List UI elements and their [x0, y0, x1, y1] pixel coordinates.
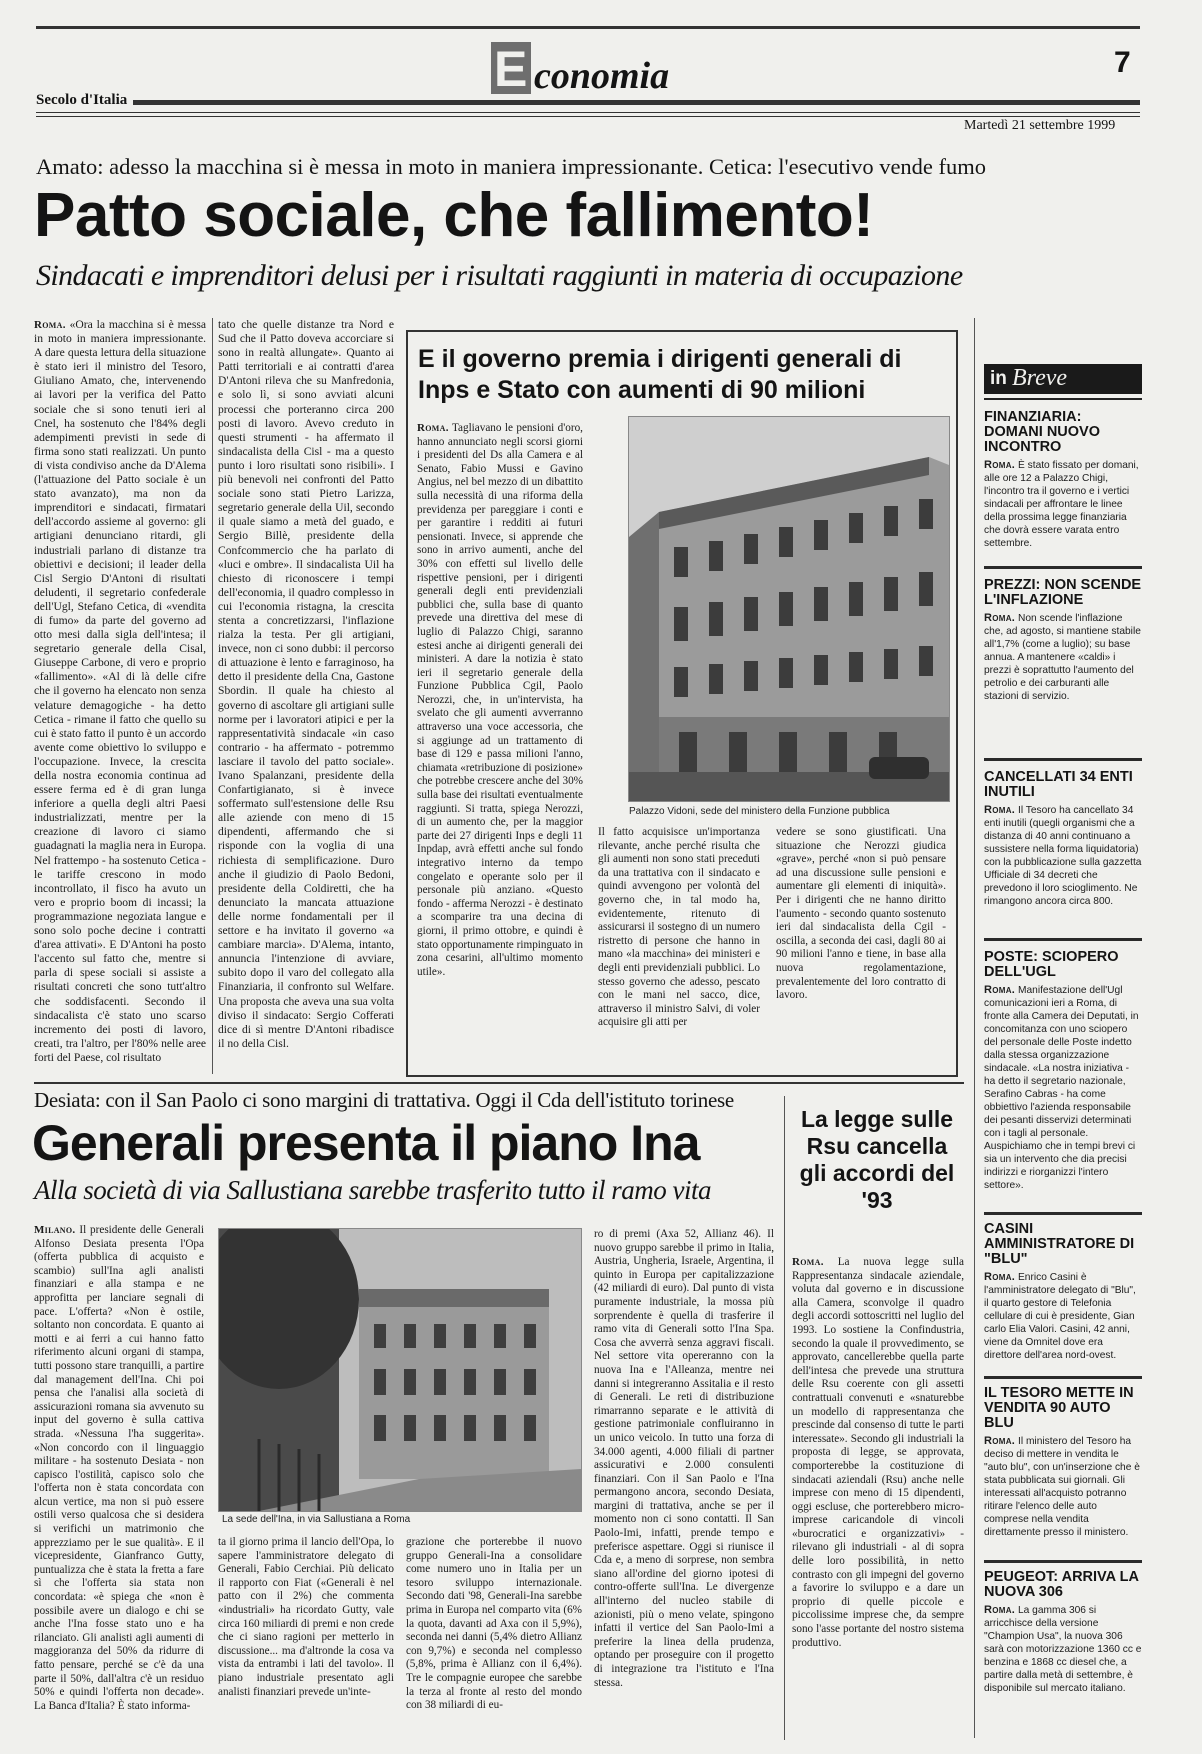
article1-kicker: Amato: adesso la macchina si è messa in moto in maniera impressionante. Cetica: l'esecutivo vende fumo	[36, 154, 987, 179]
brief-body: Il Tesoro ha cancellato 34 enti inutili (quegli organismi che a distanza di 40 anni continuano a sussistere nella forma liquidatoria) con la pubblicazione sulla gazzetta Ufficiale di 34 decreti che prevedono il loro scioglimento. Ne rimangono ancora circa 800.	[984, 805, 1142, 907]
page-number: 7	[1114, 46, 1131, 79]
brief-body: È stato fissato per domani, alle ore 12 a Palazzo Chigi, l'incontro tra il governo e i vertici sindacali per affrontare le linee della prossima legge finanziaria che dovrà essere varata entro settembre.	[984, 460, 1139, 549]
palazzo-vidoni-photo	[628, 416, 950, 802]
section-masthead	[36, 18, 1140, 133]
brief-body: Enrico Casini è l'amministratore delegato di "Blu", il quarto gestore di Telefonia cellulare di cui è presidente, Gian carlo Elia Valori. Casini, 42 anni, viene da Omnitel dove era direttore dell'area nord-ovest.	[984, 1272, 1136, 1361]
brief-dateline: Roma.	[984, 804, 1016, 816]
palazzo-vidoni-image	[629, 417, 949, 801]
article1-headline: Patto sociale, che fallimento!	[34, 181, 874, 250]
masthead-thin-rule	[36, 112, 1140, 113]
brief-separator	[984, 1376, 1142, 1379]
issue-date: Martedì 21 settembre 1999	[964, 118, 1116, 133]
article2-col1-text: Il presidente delle Generali Alfonso Desiata presenta l'Opa (offerta pubblica di acquisto e scambio) sull'Ina agli analisti finanziari e alla stampa e ne approfitta per lanciare segnali di pace. L'offerta? «Non è ostile, soltanto non concordata. E quanto ai motti e ai ferri a cui hanno fatto riferimento alcuni organi di stampa, tutti possono stare tranquilli, a partire dal management dell'Ina. Chi poi pensa che l'analisi alla società di assicurazioni romana sia avvenuto su input del governo è sulla cattiva strada. «Nessuna l'ha suggerita». «Non concordo con il linguaggio militare - ha sostenuto Desiata - non capisco l'ostilità, capisco solo che l'offerta non è stata concordata con alcun vertice, ma non si può essere ostili verso qualcosa che si desidera si verifichi un matrimonio che apprezziamo per le sue qualità». E il vicepresidente, Gianfranco Gutty, puntualizza che è stata la fretta a fare sì che l'offerta sia stata non concordata: «è spiega che «non è possibile avere un dialogo e chi se anche l'Ina fosse stato uno e ha rilanciato. Gli analisti agli aumenti di maggioranza del 50% da ridurre di fatto pensare, perché se c'è da una parte il 50%, dall'altra c'è un residuo 50% e quindi l'offerta non decade». La Banca d'Italia? È stato informa-	[34, 1224, 204, 1712]
brief-item	[984, 950, 1142, 1192]
masthead-top-rule	[36, 26, 1140, 29]
palazzo-vidoni-caption: Palazzo Vidoni, sede del ministero della Funzione pubblica	[629, 806, 890, 817]
article2-column-4	[594, 1228, 774, 1740]
article1-column-2	[218, 318, 394, 1074]
article2-kicker: Desiata: con il San Paolo ci sono margini di trattativa. Oggi il Cda dell'istituto torinese	[34, 1088, 734, 1112]
brief-dateline: Roma.	[984, 612, 1016, 624]
section-initial: E	[494, 41, 528, 97]
rsu-rule	[784, 1096, 785, 1740]
brief-dateline: Roma.	[984, 1604, 1016, 1616]
ina-building-caption: La sede dell'Ina, in via Sallustiana a Roma	[222, 1514, 411, 1525]
brief-title: FINANZIARIA: DOMANI NUOVO INCONTRO	[984, 409, 1100, 455]
in-breve-label	[984, 364, 1142, 394]
article2-dateline: Milano.	[34, 1224, 76, 1236]
brief-item	[984, 770, 1142, 908]
column-rule	[212, 318, 213, 1074]
brief-body: La gamma 306 si arricchisce della versione "Champion Usa", la nuova 306 sarà con motorizzazione 1360 cc e benzina e 1868 cc diesel che, a partire dalla metà di settembre, è disponibile sul mercato italiano.	[984, 1605, 1142, 1694]
brief-item	[984, 1570, 1142, 1695]
rsu-dateline: Roma.	[792, 1256, 824, 1268]
article2-column-2	[218, 1536, 394, 1740]
in-breve-label-a: in	[990, 368, 1007, 389]
brief-body: Il ministero del Tesoro ha deciso di mettere in vendita le "auto blu", con un'inserzione che è stata pubblicata sui giornali. Gli interessati all'acquisto potranno ritirare l'elenco delle auto comprese nella vendita direttamente presso il ministero.	[984, 1436, 1140, 1538]
dirigenti-column-2	[598, 826, 760, 1066]
paper-name-bar	[36, 100, 1140, 105]
brief-dateline: Roma.	[984, 1435, 1016, 1447]
article1-dateline: Roma.	[34, 319, 66, 331]
brief-item	[984, 1386, 1142, 1539]
brief-separator	[984, 1212, 1142, 1215]
rsu-headline: La legge sulle Rsu cancella gli accordi del '93	[799, 1106, 955, 1213]
brief-item	[984, 578, 1142, 703]
sidebar-rule	[974, 318, 975, 1738]
in-breve-label-b: Breve	[1012, 365, 1068, 391]
paper-name: Secolo d'Italia	[36, 92, 133, 109]
brief-body: Manifestazione dell'Ugl comunicazioni ieri a Roma, di fronte alla Camera dei Deputati, in concomitanza con uno sciopero del personale delle Poste indetto dalla stessa organizzazione sindacale. «La nostra iniziativa - ha detto il segretario nazionale, Serafino Cabras - ha come obbiettivo l'azienda responsabile dei pesanti disservizi determinati con i tagli al personale. Auspichiamo che in tempi brevi ci sia un intervento che dia precisi indirizzi e riorganizzi l'intero settore».	[984, 985, 1139, 1191]
dirigenti-lead-text: Tagliavano le pensioni d'oro, hanno annunciato negli scorsi giorni i presidenti del Ds alla Camera e al Senato, Fabio Mussi e Gavino Angius, nel bel mezzo di un dibattito sulla necessità di una riforma della previdenza per pareggiare i conti e per garantire i redditi ai futuri pensionati. Invece, si apprende che sono in arrivo aumenti, anche del 30% con effetti sul livello delle rispettive pensioni, per i dirigenti generali degli enti previdenziali pubblici che, sulla base di quanto prevede una direttiva del mese di luglio di Palazzo Chigi, saranno estesi anche ai dirigenti generali dei ministeri. A dare la notizia è stato ieri il segretario generale della Funzione Pubblica Cgil, Paolo Nerozzi, che, in un'intervista, ha svelato che gli aumenti avverranno attraverso una voce accessoria, che si aggiunge ad un trattamento di base di 129 e passa milioni l'anno, chiamata «retribuzione di posizione» che potrebbe crescere anche del 30% sulla base dei risultati eventualmente raggiunti. Si tratta, spiega Nerozzi, di un aumento che, per la maggior parte dei 27 dirigenti Inps e degli 11 Inpdap, avrà effetti anche sul fondo integrativo interno da tempo congelato e operante solo per il personale più anziano. «Questo fondo - afferma Nerozzi - è destinato a scomparire tra una decina di giorni, il primo ottobre, e quindi è stato opportunamente rimpinguato in zona cesarini, all'ultimo momento utile».	[417, 422, 583, 978]
rsu-body: La nuova legge sulla Rappresentanza sindacale aziendale, voluta dal governo e in discussione alla Camera, sconvolge il quadro degli accordi sottoscritti nel luglio del 1993. Lo sostiene la Confindustria, secondo la quale il provvedimento, se approvato, cancellerebbe quella parte dell'intesa che prevede una struttura delle Rsu coerente con gli assetti contrattuali convenuti e «snaturebbe un modello di rappresentanza che prescinde dal consenso di tutte le parti interessate». Secondo gli industriali la proposta di legge, se approvata, comporterebbe la costituzione di sindacati aziendali (Rsu) anche nelle imprese con meno di 15 dipendenti, oggi escluse, che porterebbero micro-imprese caricandole di vincoli «burocratici e organizzativi» - rilevano gli industriali - al di sopra delle loro possibilità, in netto contrasto con gli impegni del governo a favorire lo sviluppo e a dare un proprio di quelle piccole e piccolissime imprese che, da sempre sono l'asse portante del nostro sistema produttivo.	[792, 1256, 964, 1649]
article2-col2-text: ta il giorno prima il lancio dell'Opa, lo sapere l'amministratore delegato di Generali, Fabio Cerchiai. Più delicato il rapporto con Fiat («Generali è nel patto con il 2%) che commenta «industriali» ha ricordato Gutty, vale circa 160 miliardi di premi e non crede che ci siano ragioni per metterlo in discussione... ma d'altronde la cosa va vista da entrambi i lati del tavolo». Il piano industriale presentato agli analisti finanziari prevede un'inte-	[218, 1536, 394, 1698]
brief-item	[984, 410, 1142, 550]
article2-subhead: Alla società di via Sallustiana sarebbe trasferito tutto il ramo vita	[34, 1175, 711, 1205]
brief-title: POSTE: SCIOPERO DELL'UGL	[984, 949, 1119, 980]
masthead-thin-rule-2	[36, 116, 1140, 117]
brief-body: Non scende l'inflazione che, ad agosto, si mantiene stabile all'1,7% (come a luglio); su base annua. A mantenere «caldi» i prezzi è soprattutto l'aumento del petrolio e dei carburanti alle stazioni di servizio.	[984, 613, 1141, 702]
dirigenti-headline: E il governo premia i dirigenti generali di Inps e Stato con aumenti di 90 milioni	[418, 345, 902, 404]
dirigenti-col2-text: Il fatto acquisisce un'importanza rilevante, anche perché risulta che gli aumenti non sono stati preceduti da una trattativa con il sindacato e quindi avvengono per volontà del governo che, in tal modo ha, evidentemente, ritenuto di assicurarsi il sostegno di un numero ristretto di persone che hanno in mano «la macchina» dei ministeri e degli enti previdenziali pubblici. Lo stesso governo che adesso, pescato con le mani nel sacco, dice, attraverso il ministro Salvi, di voler acquisire gli atti per	[598, 826, 760, 1029]
article1-subhead: Sindacati e imprenditori delusi per i risultati raggiunti in materia di occupazione	[36, 259, 963, 292]
brief-dateline: Roma.	[984, 984, 1016, 996]
article2-col3-text: grazione che porterebbe il nuovo gruppo Generali-Ina a consolidare come numero uno in Italia per un tesoro sviluppo internazionale. Secondo dati '98, Generali-Ina sarebbe prima in Europa nel comparto vita (6% la quota, davanti ad Axa con il 5,9%), seconda nei danni (5,4% dietro Allianz con 9,7%) e seconda nel complesso (5,8%, prima è Allianz con il 6,4%). Tre le compagnie europee che sarebbe la terza al fronte al resto del mondo con 38 miliardi di eu-	[406, 1536, 582, 1712]
article1-column-1	[34, 318, 206, 1074]
article1-col2-text: tato che quelle distanze tra Nord e Sud che il Patto doveva accorciare si sono in realtà allungate». Quanto ai Patti territoriali e ai contratti d'area D'Antoni rileva che su Manfredonia, e solo lì, si sono avviati alcuni processi che porteranno circa 200 posti di lavoro. Avevo creduto in questi strumenti - ha affermato il sindacalista della Cisl - ma a questo punto i loro risultati sono risibili». I più benevoli nei confronti del Patto sociale sono stati Pietro Larizza, segretario generale della Uil, secondo il quale siamo a metà del guado, e Sergio Billè, presidente della Confcommercio che ha parlato di «luci e ombre». Il sindacalista Uil ha chiesto di riconoscere i tempi dell'economia, il quadro complesso in cui l'economia ristagna, la crescita stenta a concretizzarsi, l'inflazione rialza la testa. Per gli artigiani, invece, non ci sono dubbi: il percorso di attuazione è lento e farraginoso, ha detto il presidente della Cna, Gastone Sbordin. Il quale ha chiesto al governo di ascoltare gli artigiani sulle norme per i lavoratori atipici e per la rappresentatività sindacale «in caso contrario - ha affermato - potremmo lasciare il tavolo del patto sociale». Ivano Spalanzani, presidente della Confartigianato, si è invece soffermato sull'estensione delle Rsu alle aziende con meno di 15 dipendenti, affermando che si risponde con la voglia di una richiesta di semplificazione. Duro anche il giudizio di Paolo Bedoni, presidente della Coldiretti, che ha denunciato la mancata attuazione delle norme fondamentali per il settore e ha invitato il governo «a cambiare marcia». D'Alema, intanto, annuncia l'intenzione di avviare, subito dopo il varo del collegato alla Finanziaria, il confronto sul Welfare. Una proposta che aveva una sua volta diviso il sindacato: Sergio Cofferati dice di sì mentre D'Antoni ribadisce il no della Cisl.	[218, 318, 394, 1050]
rsu-column	[792, 1256, 964, 1740]
brief-title: PEUGEOT: ARRIVA LA NUOVA 306	[984, 1569, 1139, 1600]
brief-title: IL TESORO METTE IN VENDITA 90 AUTO BLU	[984, 1385, 1134, 1431]
brief-separator	[984, 938, 1142, 941]
dirigenti-lead-column	[417, 422, 583, 1067]
ina-building-image	[219, 1229, 581, 1511]
dirigenti-column-3	[776, 826, 946, 1066]
section-title: conomia	[534, 55, 670, 97]
article2-col4-text: ro di premi (Axa 52, Allianz 46). Il nuovo gruppo sarebbe il primo in Italia, Austria, Ungheria, Israele, Argentina, il quinto in Europa per capitalizzazione (42 miliardi di euro). Dal punto di vista puramente industriale, la mossa più sorprendente è quella di trasferire il ramo vita di Generali sotto l'Ina Spa. Cosa che avverrà senza aggravi fiscali. Nel settore vita opereranno con la nuova Ina e l'Alleanza, mentre nei danni si integreranno Assitalia e il resto di Generali. Le reti di distribuzione rimarranno separate e le attività di gestione patrimoniale confluiranno in un unico veicolo. In tutto una forza di 34.000 agenti, 4.000 filiali di partner assicurativi e 2.000 consulenti finanziari. Con il San Paolo e l'Ina permangono ancora, secondo Desiata, margini di trattativa, anche se per il momento non ci sono contatti. Il San Paolo-Imi, infatti, prende tempo e preferisce aspettare. Oggi si riunisce il Cda e, a meno di sorprese, non sembra siano all'ordine del giorno ipotesi di contro-offerte sull'Ina. Le divergenze all'interno del nucleo stabile di azionisti, più o meno velate, spingono infatti il vertice del San Paolo-Imi a preferire la linea della prudenza, optando per proseguire con il progetto di integrazione tra l'istituto e l'Ina stessa.	[594, 1228, 774, 1689]
brief-title: CASINI AMMINISTRATORE DI "BLU"	[984, 1221, 1135, 1267]
in-breve-rule	[984, 398, 1142, 400]
article2-headline: Generali presenta il piano Ina	[32, 1115, 700, 1171]
brief-separator	[984, 758, 1142, 761]
dirigenti-box	[406, 330, 958, 1077]
brief-separator	[984, 1560, 1142, 1563]
article2-column-3	[406, 1536, 582, 1740]
article-separator	[34, 1082, 964, 1084]
brief-title: PREZZI: NON SCENDE L'INFLAZIONE	[984, 577, 1142, 608]
dirigenti-dateline: Roma.	[417, 422, 449, 434]
article1-col1-text: «Ora la macchina si è messa in moto in maniera impressionante. A dare questa lettura della situazione è stato ieri il ministro del Tesoro, Giuliano Amato, che, intervenendo ai lavori per la verifica del Patto sociale che si sono tenuti ieri al Cnel, ha sostenuto che l'84% degli adempimenti previsti in sede di firma sono stati realizzati. Un punto di vista condiviso anche da D'Alema (l'attuazione del Patto sociale è un stato avanzato), ma non da imprenditori e sindacati, firmatari dell'accordo assieme al governo: gli artigiani denunciano ritardi, gli industriali parlano di distanze tra obiettivi e decisioni; il leader della Cisl Sergio D'Antoni di risultati deludenti, il segretario confederale dell'Ugl, Stefano Cetica, di «vendita di fumo» da parte del governo ad otto mesi dalla sigla dell'intesa; il segretario generale della Cisal, Giuseppe Carbone, di vero e proprio «fallimento». «Al di là delle cifre che il governo ha elencato non senza velature demagogiche - ha detto Cetica - rimane il fatto che quello su cui è stato fatto il punto è un accordo avente come obiettivo lo sviluppo e l'occupazione. Invece, la crescita della nostra economia continua ad essere ferma ed è di gran lunga inferiore a quella degli altri Paesi industrializzati, mentre per la creazione di lavoro ci siamo guadagnati la maglia nera in Europa. Nel frattempo - ha sostenuto Cetica - le tariffe crescono in modo incontrollato, il fisco ha avuto un vero e proprio boom di incassi; la programmazione negoziata langue e sono solo poche decine i contratti d'area attivati». E D'Antoni ha posto l'accento sul fatto che, mentre si parla di spese sociali si assiste a risultati concreti che sono tutt'altro che soddisfacenti. Secondo il sindacalista c'è stato uno scarso incremento dei posti di lavoro, creati, tra l'altro, per l'80% nelle aree forti del Paese, col risultato	[34, 318, 206, 1064]
brief-dateline: Roma.	[984, 1271, 1016, 1283]
brief-item	[984, 1222, 1142, 1362]
article2-column-1	[34, 1224, 204, 1740]
brief-dateline: Roma.	[984, 459, 1016, 471]
dirigenti-col3-text: vedere se sono giustificati. Una situazione che Nerozzi giudica «grave», perché «non si può pensare ad una discussione sulle pensioni e aumentare gli elementi di iniquità». Per i dirigenti che ne hanno diritto l'aumento - secondo quanto sostenuto ieri dal sindacalista della Cgil - oscilla, a seconda dei casi, dagli 80 ai 90 milioni l'anno e tiene, in base alla nuova regolamentazione, prevalentemente del loro contratto di lavoro.	[776, 826, 946, 1002]
brief-title: CANCELLATI 34 ENTI INUTILI	[984, 769, 1133, 800]
ina-building-photo	[218, 1228, 582, 1512]
brief-separator	[984, 566, 1142, 569]
